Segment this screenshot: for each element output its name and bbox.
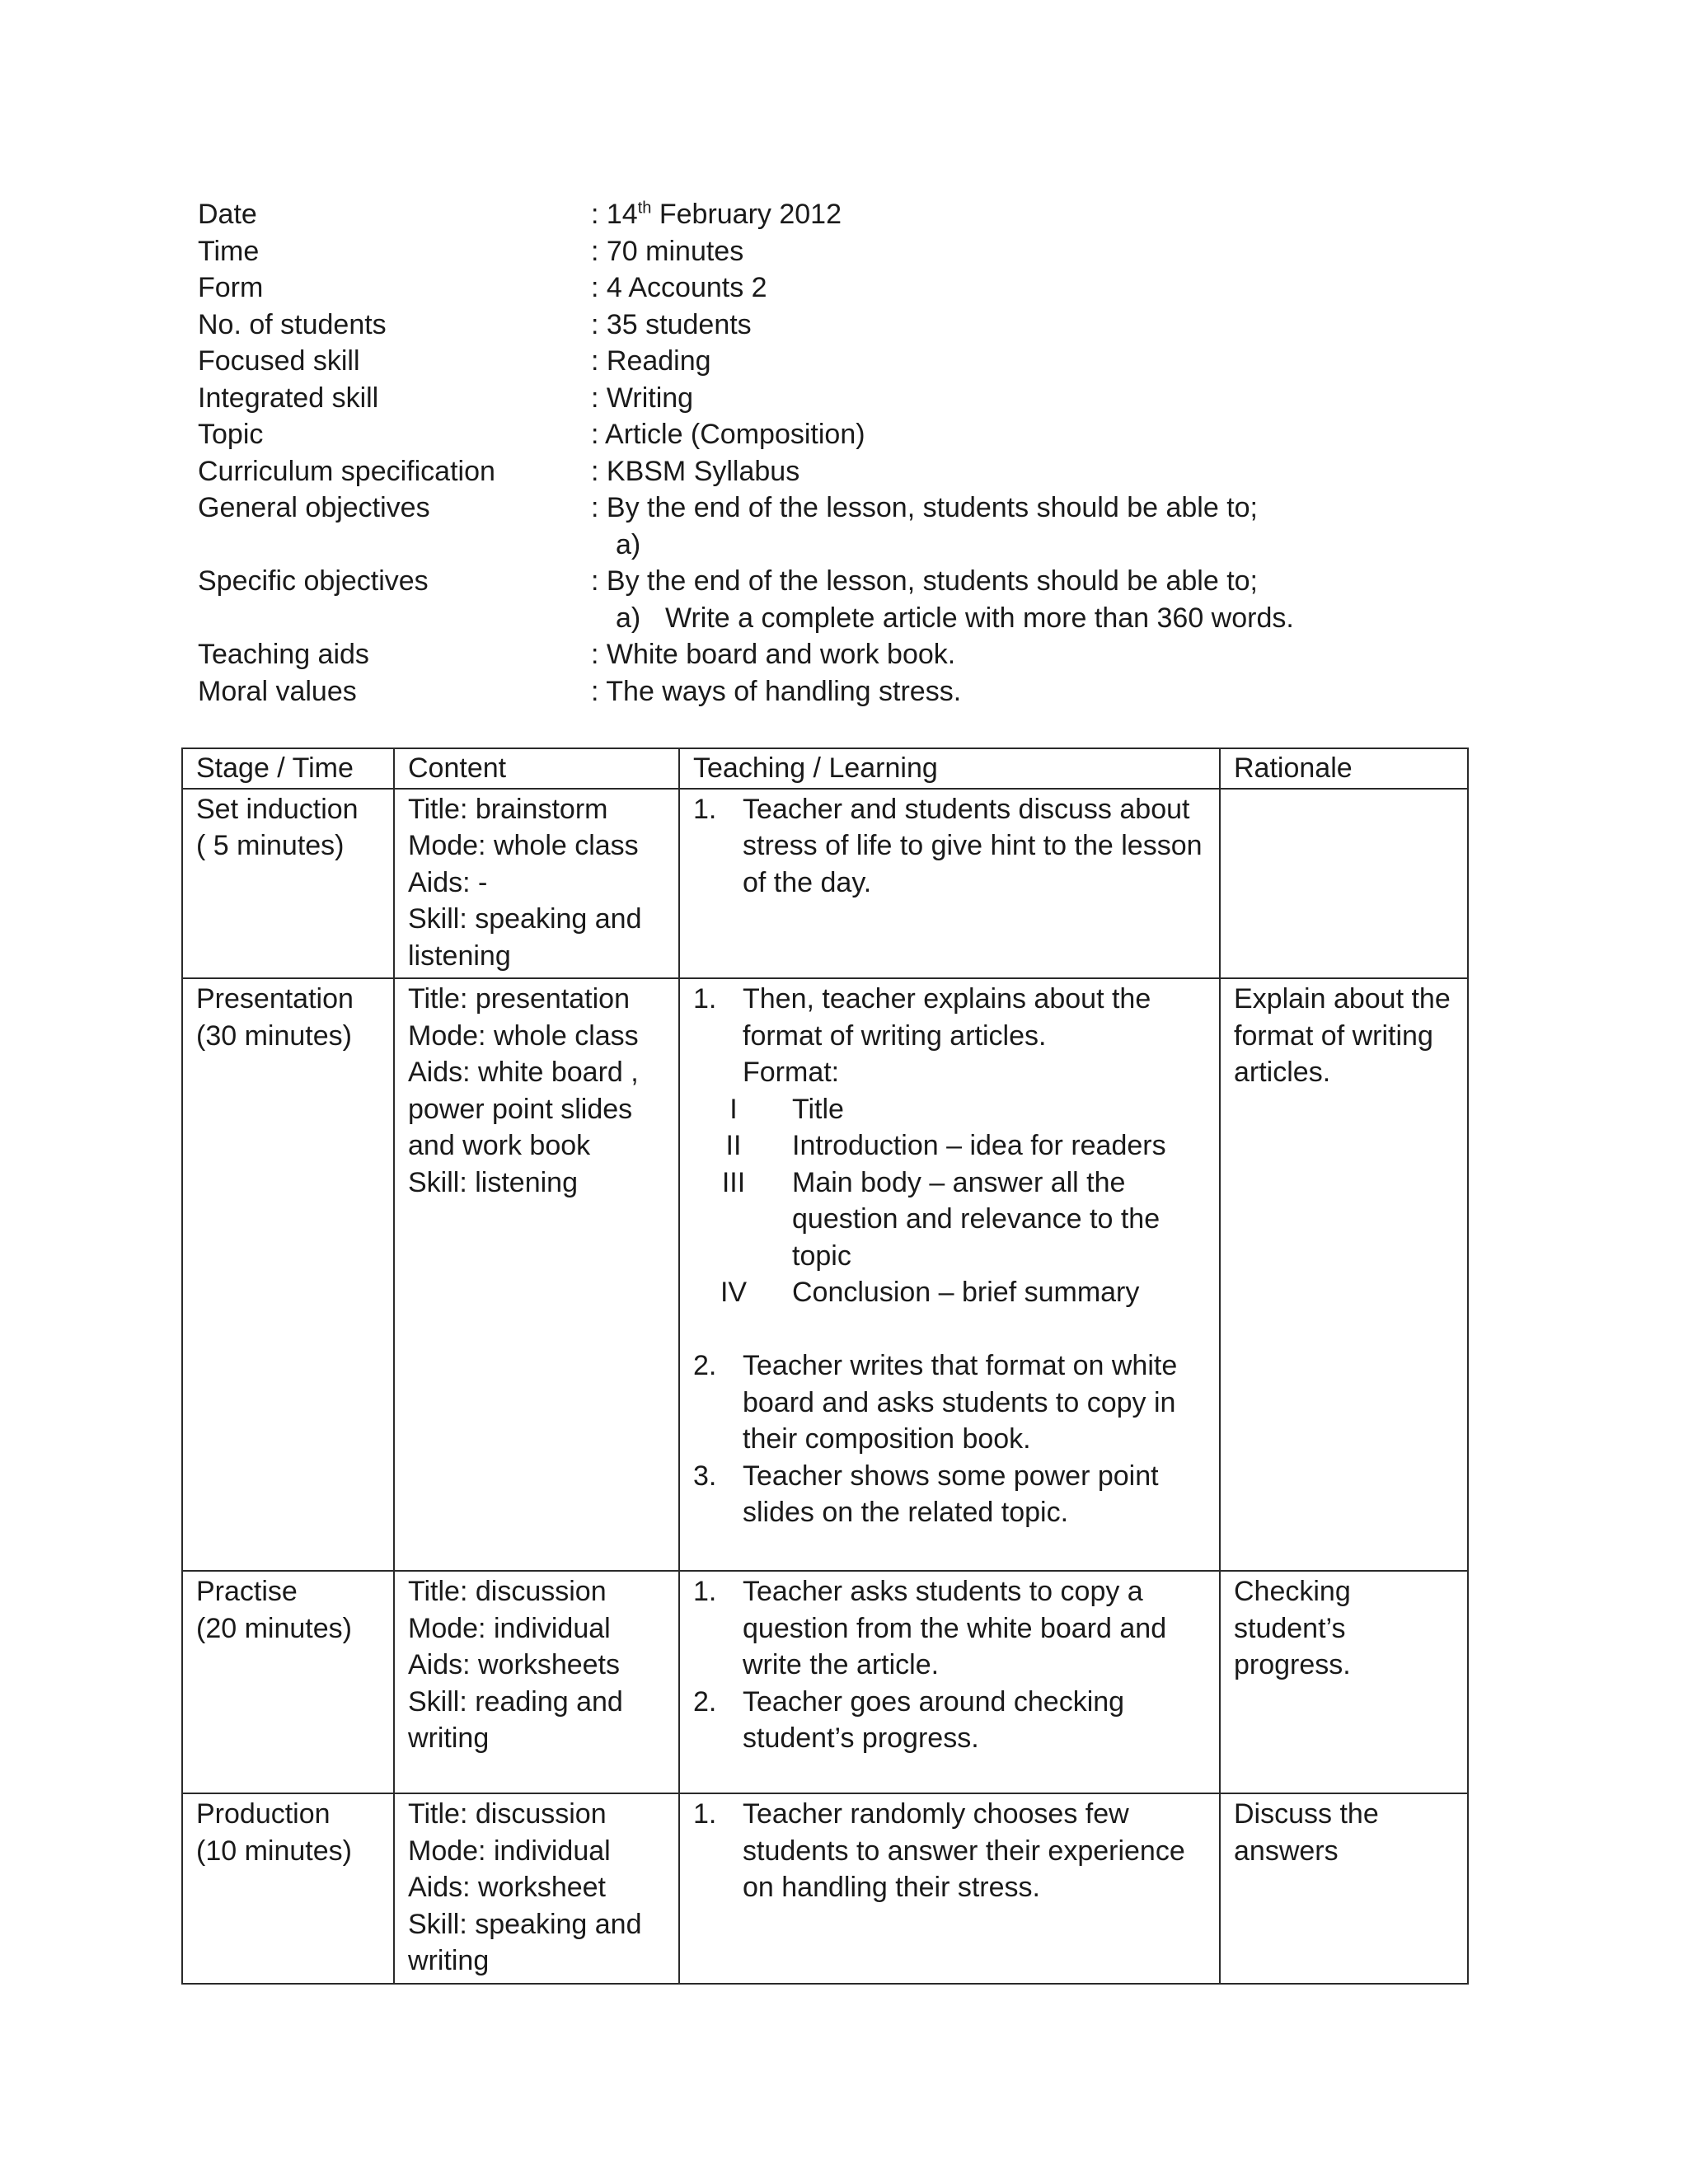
stage-name: Production <box>196 1798 331 1830</box>
roman-numeral: II <box>725 1130 742 1161</box>
step-text: Teacher randomly chooses few students to answer their experience on handling their stress. <box>743 1798 1185 1903</box>
steps-list <box>693 791 1206 902</box>
integrated-skill-label: Integrated skill <box>198 382 379 414</box>
integrated-skill-value: : Writing <box>591 382 694 414</box>
steps-list <box>693 981 1206 1091</box>
lesson-plan-table <box>181 748 1469 1985</box>
table-row-practise <box>182 1571 1468 1793</box>
stage-duration: (20 minutes) <box>196 1612 352 1644</box>
roman-numeral: III <box>721 1166 746 1198</box>
content-title: Title: presentation <box>408 983 630 1015</box>
general-objectives-value: : By the end of the lesson, students should be able to; <box>591 492 1258 523</box>
content-aids: Aids: white board , power point slides and work book <box>408 1057 639 1161</box>
info-row-time <box>198 233 1517 270</box>
content-cell <box>394 1793 679 1984</box>
content-aids: Aids: - <box>408 866 488 898</box>
step-number: 1. <box>693 1798 717 1830</box>
specific-objective-text: Write a complete article with more than 360 words. <box>665 602 1294 634</box>
step-text: Teacher writes that format on white board and asks students to copy in their composition book. <box>743 1350 1178 1455</box>
teaching-aids-value: : White board and work book. <box>591 639 956 670</box>
content-mode: Mode: whole class <box>408 830 639 861</box>
list-item <box>693 1458 1206 1531</box>
focused-skill-label: Focused skill <box>198 345 360 377</box>
teaching-aids-label: Teaching aids <box>198 639 369 670</box>
table-row-presentation <box>182 978 1468 1571</box>
content-mode: Mode: individual <box>408 1612 611 1644</box>
lesson-info <box>198 196 1517 710</box>
list-item <box>693 1127 1206 1165</box>
general-objectives-label: General objectives <box>198 492 430 523</box>
step-number: 1. <box>693 1576 717 1607</box>
roman-numeral: IV <box>720 1277 748 1308</box>
specific-objective-item <box>198 600 1517 637</box>
time-label: Time <box>198 235 260 267</box>
step-text: Teacher and students discuss about stress of life to give hint to the lesson of the day. <box>743 793 1203 898</box>
date-suffix: th <box>637 199 652 218</box>
list-item <box>693 981 1206 1091</box>
form-label: Form <box>198 272 264 303</box>
curriculum-value: : KBSM Syllabus <box>591 455 800 487</box>
stage-cell <box>182 1793 394 1984</box>
content-title: Title: brainstorm <box>408 793 608 825</box>
date-value <box>591 196 1517 233</box>
content-aids: Aids: worksheets <box>408 1649 620 1680</box>
specific-objectives-value: : By the end of the lesson, students should be able to; <box>591 565 1258 597</box>
info-row-curriculum <box>198 453 1517 490</box>
header-content: Content <box>394 748 679 789</box>
list-item <box>693 1274 1206 1311</box>
teaching-learning-cell <box>679 1793 1220 1984</box>
table-row-production <box>182 1793 1468 1984</box>
content-skill: Skill: listening <box>408 1166 578 1198</box>
students-label: No. of students <box>198 308 387 340</box>
format-label: Format: <box>743 1057 840 1088</box>
list-item <box>693 791 1206 902</box>
moral-values-label: Moral values <box>198 675 357 707</box>
steps-list <box>693 1796 1206 1906</box>
topic-label: Topic <box>198 419 264 450</box>
info-row-focused-skill <box>198 343 1517 380</box>
stage-name: Set induction <box>196 793 359 825</box>
header-rationale: Rationale <box>1220 748 1468 789</box>
spacer <box>693 1311 1206 1348</box>
students-value: : 35 students <box>591 308 752 340</box>
form-value: : 4 Accounts 2 <box>591 272 767 303</box>
topic-value: : Article (Composition) <box>591 419 865 450</box>
focused-skill-value: : Reading <box>591 345 711 377</box>
format-item-text: Main body – answer all the question and relevance to the topic <box>792 1166 1160 1272</box>
steps-list-continued <box>693 1347 1206 1531</box>
step-text: Then, teacher explains about the format of writing articles. <box>743 983 1151 1052</box>
roman-numeral: I <box>729 1093 738 1125</box>
info-row-topic <box>198 416 1517 453</box>
list-item <box>693 1796 1206 1906</box>
general-objective-letter: a) <box>616 528 641 560</box>
stage-name: Practise <box>196 1576 298 1607</box>
stage-duration: ( 5 minutes) <box>196 830 345 861</box>
content-skill: Skill: speaking and writing <box>408 1908 642 1976</box>
stage-cell <box>182 1571 394 1793</box>
list-item <box>693 1347 1206 1458</box>
content-mode: Mode: whole class <box>408 1019 639 1052</box>
content-skill: Skill: reading and writing <box>408 1685 623 1754</box>
teaching-learning-cell <box>679 978 1220 1571</box>
info-row-teaching-aids <box>198 636 1517 673</box>
info-row-integrated-skill <box>198 380 1517 417</box>
date-month-year: February 2012 <box>651 199 842 230</box>
step-text: Teacher asks students to copy a question from the white board and write the article. <box>743 1576 1167 1680</box>
stage-name: Presentation <box>196 983 354 1015</box>
stage-duration: (30 minutes) <box>196 1019 352 1052</box>
rationale-cell <box>1220 789 1468 979</box>
step-number: 3. <box>693 1460 717 1492</box>
content-cell <box>394 789 679 979</box>
format-item-text: Introduction – idea for readers <box>792 1130 1166 1161</box>
list-item <box>693 1091 1206 1128</box>
rationale-cell: Checking student’s progress. <box>1220 1571 1468 1793</box>
info-row-specific-objectives <box>198 563 1517 600</box>
content-cell <box>394 1571 679 1793</box>
curriculum-label: Curriculum specification <box>198 455 495 487</box>
stage-cell <box>182 789 394 979</box>
table-row-set-induction <box>182 789 1468 979</box>
header-stage-time: Stage / Time <box>182 748 394 789</box>
content-title: Title: discussion <box>408 1576 607 1607</box>
rationale-cell: Explain about the format of writing articles. <box>1220 978 1468 1571</box>
format-item-text: Title <box>792 1093 844 1125</box>
teaching-learning-cell <box>679 1571 1220 1793</box>
format-list <box>693 1091 1206 1311</box>
info-row-students <box>198 307 1517 344</box>
date-day: : 14 <box>591 199 638 230</box>
info-row-form <box>198 269 1517 307</box>
step-number: 1. <box>693 793 717 825</box>
step-number: 1. <box>693 983 717 1015</box>
content-skill: Skill: speaking and listening <box>408 903 642 972</box>
content-aids: Aids: worksheet <box>408 1872 606 1903</box>
list-item <box>693 1684 1206 1757</box>
time-value: : 70 minutes <box>591 235 744 267</box>
date-label: Date <box>198 199 257 230</box>
specific-objectives-label: Specific objectives <box>198 565 429 597</box>
format-item-text: Conclusion – brief summary <box>792 1277 1140 1308</box>
info-row-general-objectives <box>198 490 1517 527</box>
step-text: Teacher goes around checking student’s progress. <box>743 1685 1125 1754</box>
stage-cell <box>182 978 394 1571</box>
teaching-learning-cell <box>679 789 1220 979</box>
step-number: 2. <box>693 1350 717 1381</box>
steps-list <box>693 1573 1206 1757</box>
stage-duration: (10 minutes) <box>196 1835 352 1867</box>
content-mode: Mode: individual <box>408 1835 611 1867</box>
rationale-cell: Discuss the answers <box>1220 1793 1468 1984</box>
table-header-row <box>182 748 1468 789</box>
list-item <box>693 1165 1206 1275</box>
list-item <box>693 1573 1206 1684</box>
header-teaching-learning: Teaching / Learning <box>679 748 1220 789</box>
info-row-moral-values <box>198 673 1517 710</box>
moral-values-value: : The ways of handling stress. <box>591 675 962 707</box>
general-objective-item <box>198 527 1517 564</box>
content-title: Title: discussion <box>408 1798 607 1830</box>
specific-objective-letter: a) <box>616 602 641 634</box>
step-number: 2. <box>693 1685 717 1718</box>
info-row-date <box>198 196 1517 233</box>
step-text: Teacher shows some power point slides on the related topic. <box>743 1460 1159 1528</box>
content-cell <box>394 978 679 1571</box>
